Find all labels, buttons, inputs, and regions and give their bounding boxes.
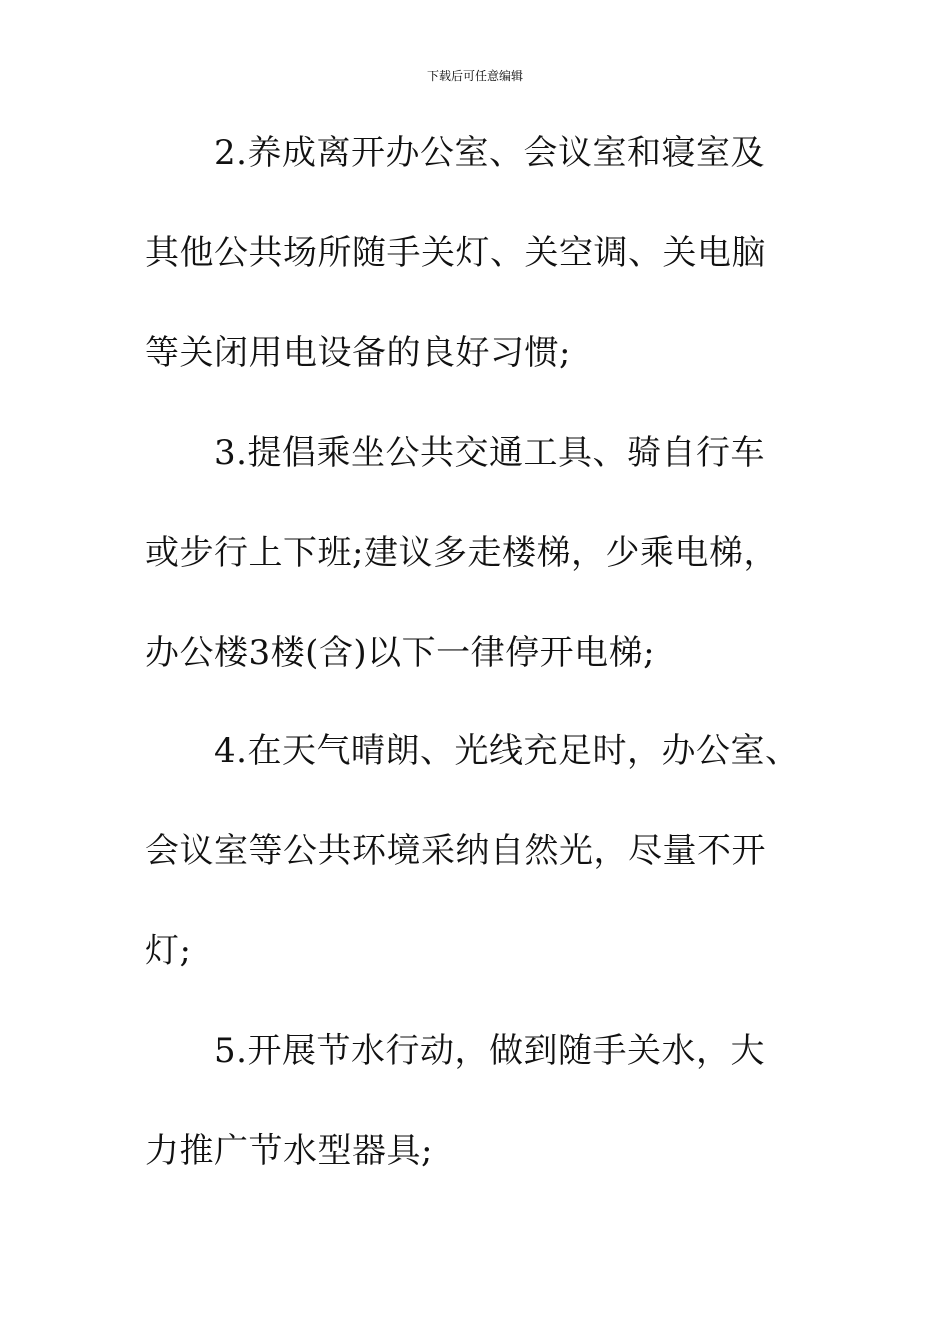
paragraph-2-line-3: 等关闭用电设备的良好习惯; (145, 333, 571, 373)
paragraph-5-line-1: 5.开展节水行动，做到随手关水，大 (214, 1031, 765, 1071)
paragraph-5-line-2: 力推广节水型器具; (145, 1131, 433, 1171)
paragraph-4-line-1: 4.在天气晴朗、光线充足时，办公室、 (214, 731, 800, 771)
paragraph-4-line-3: 灯; (145, 931, 192, 971)
paragraph-2-line-2: 其他公共场所随手关灯、关空调、关电脑 (145, 233, 766, 273)
paragraph-2-line-1: 2.养成离开办公室、会议室和寝室及 (214, 133, 765, 173)
paragraph-4-line-2: 会议室等公共环境采纳自然光，尽量不开 (145, 831, 766, 871)
page-header: 下载后可任意编辑 (426, 69, 523, 83)
paragraph-3-line-2: 或步行上下班;建议多走楼梯，少乘电梯， (145, 533, 778, 573)
paragraph-3-line-1: 3.提倡乘坐公共交通工具、骑自行车 (214, 433, 765, 473)
paragraph-3-line-3: 办公楼3楼(含)以下一律停开电梯; (145, 633, 656, 673)
